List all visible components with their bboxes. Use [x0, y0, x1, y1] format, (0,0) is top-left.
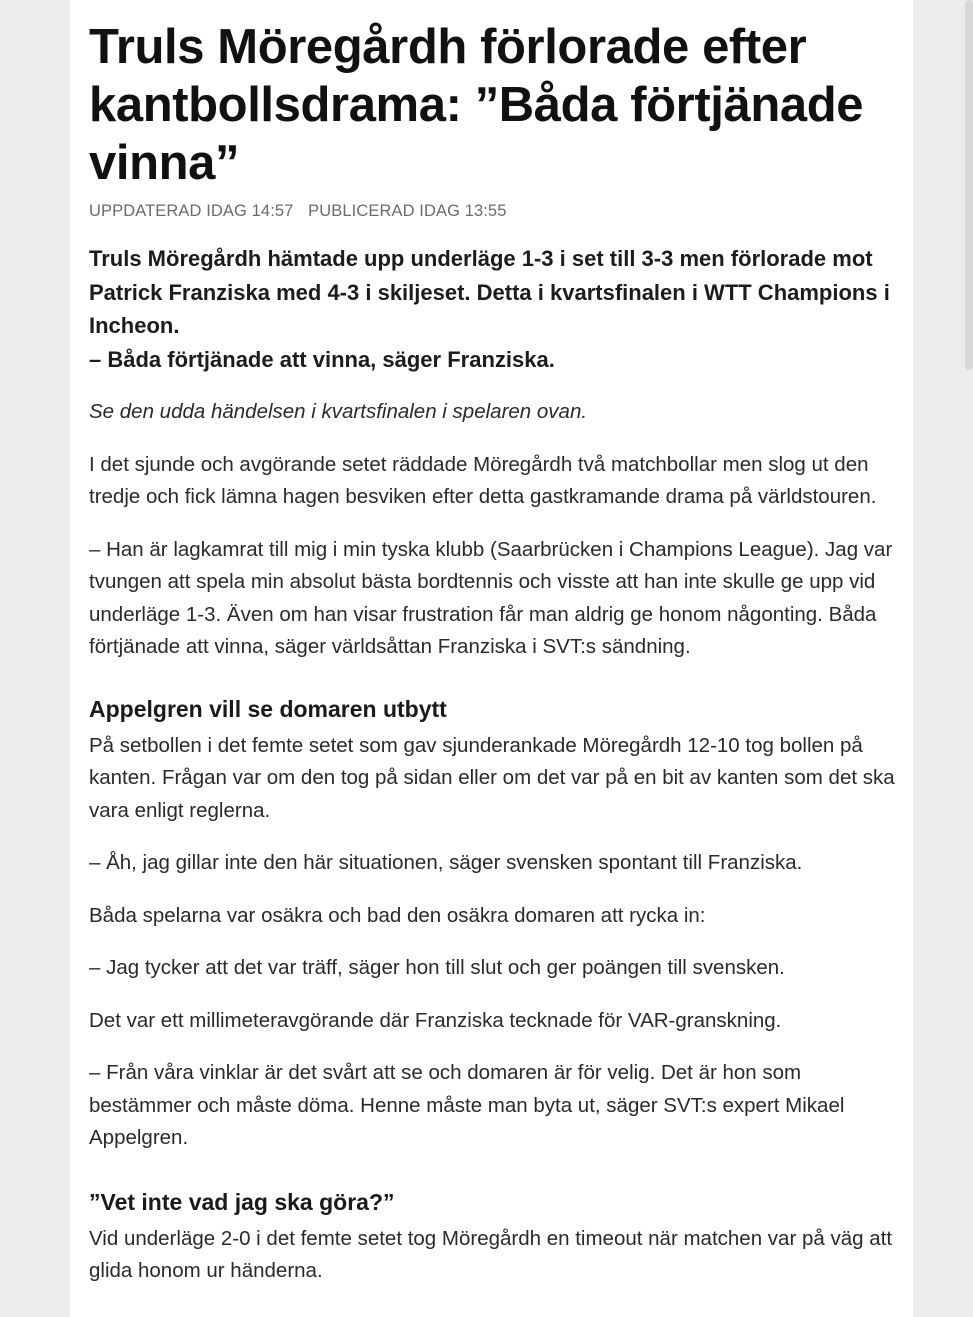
video-caption: Se den udda händelsen i kvartsfinalen i spelaren ovan. [89, 400, 588, 423]
body-paragraph: I det sjunde och avgörande setet räddade Möregårdh två matchbollar men slog ut den tredje och fick lämna hagen besviken efter detta gastkramande drama på världstouren. [89, 452, 877, 508]
body-paragraph: Båda spelarna var osäkra och bad den osäkra domaren att rycka in: [89, 903, 706, 927]
section-heading: ”Vet inte vad jag ska göra?” [89, 1188, 395, 1215]
lead-paragraph: Truls Möregårdh hämtade upp underläge 1-3 i set till 3-3 men förlorade mot Patrick Franziska med 4-3 i skiljeset. Detta i kvartsfinalen i WTT Champions i Incheon. [89, 246, 890, 338]
updated-timestamp: UPPDATERAD IDAG 14:57 [89, 202, 294, 220]
body-paragraph: Vid underläge 2-0 i det femte setet tog Möregårdh en timeout när matchen var på väg att glida honom ur händerna. [89, 1226, 893, 1282]
lead-quote: – Båda förtjänade att vinna, säger Franziska. [89, 346, 555, 372]
body-paragraph: – Åh, jag gillar inte den här situationen, säger svensken spontant till Franziska. [89, 851, 803, 874]
article-body [89, 396, 895, 1288]
article-lead [89, 242, 895, 376]
body-paragraph: – Från våra vinklar är det svårt att se och domaren är för velig. Det är hon som bestämmer och måste döma. Henne måste man byta ut, säger SVT:s expert Mikael Appelgren. [89, 1061, 845, 1149]
section-heading: Appelgren vill se domaren utbytt [89, 695, 447, 722]
article-page[interactable] [70, 0, 913, 1317]
body-paragraph: – Han är lagkamrat till mig i min tyska klubb (Saarbrücken i Champions League). Jag var tvungen att spela min absolut bästa bordtennis och visste att han inte skulle ge upp vid underläge 1-3. Även om han visar frustration får man aldrig ge honom någonting. Båda förtjänade att vinna, säger världsåttan Franziska i SVT:s sändning. [89, 537, 893, 658]
published-timestamp: PUBLICERAD IDAG 13:55 [308, 202, 507, 220]
article-headline: Truls Möregårdh förlorade efter kantbollsdrama: ”Båda förtjänade vinna” [89, 20, 864, 190]
article [89, 18, 895, 1288]
scrollbar[interactable] [965, 0, 973, 370]
body-paragraph: – Jag tycker att det var träff, säger hon till slut och ger poängen till svensken. [89, 956, 785, 979]
body-paragraph: På setbollen i det femte setet som gav sjunderankade Möregårdh 12-10 tog bollen på kanten. Frågan var om den tog på sidan eller om det var på en bit av kanten som det ska vara enligt reglerna. [89, 733, 895, 822]
article-meta [89, 202, 895, 221]
body-paragraph: Det var ett millimeteravgörande där Franziska tecknade för VAR-granskning. [89, 1008, 782, 1032]
